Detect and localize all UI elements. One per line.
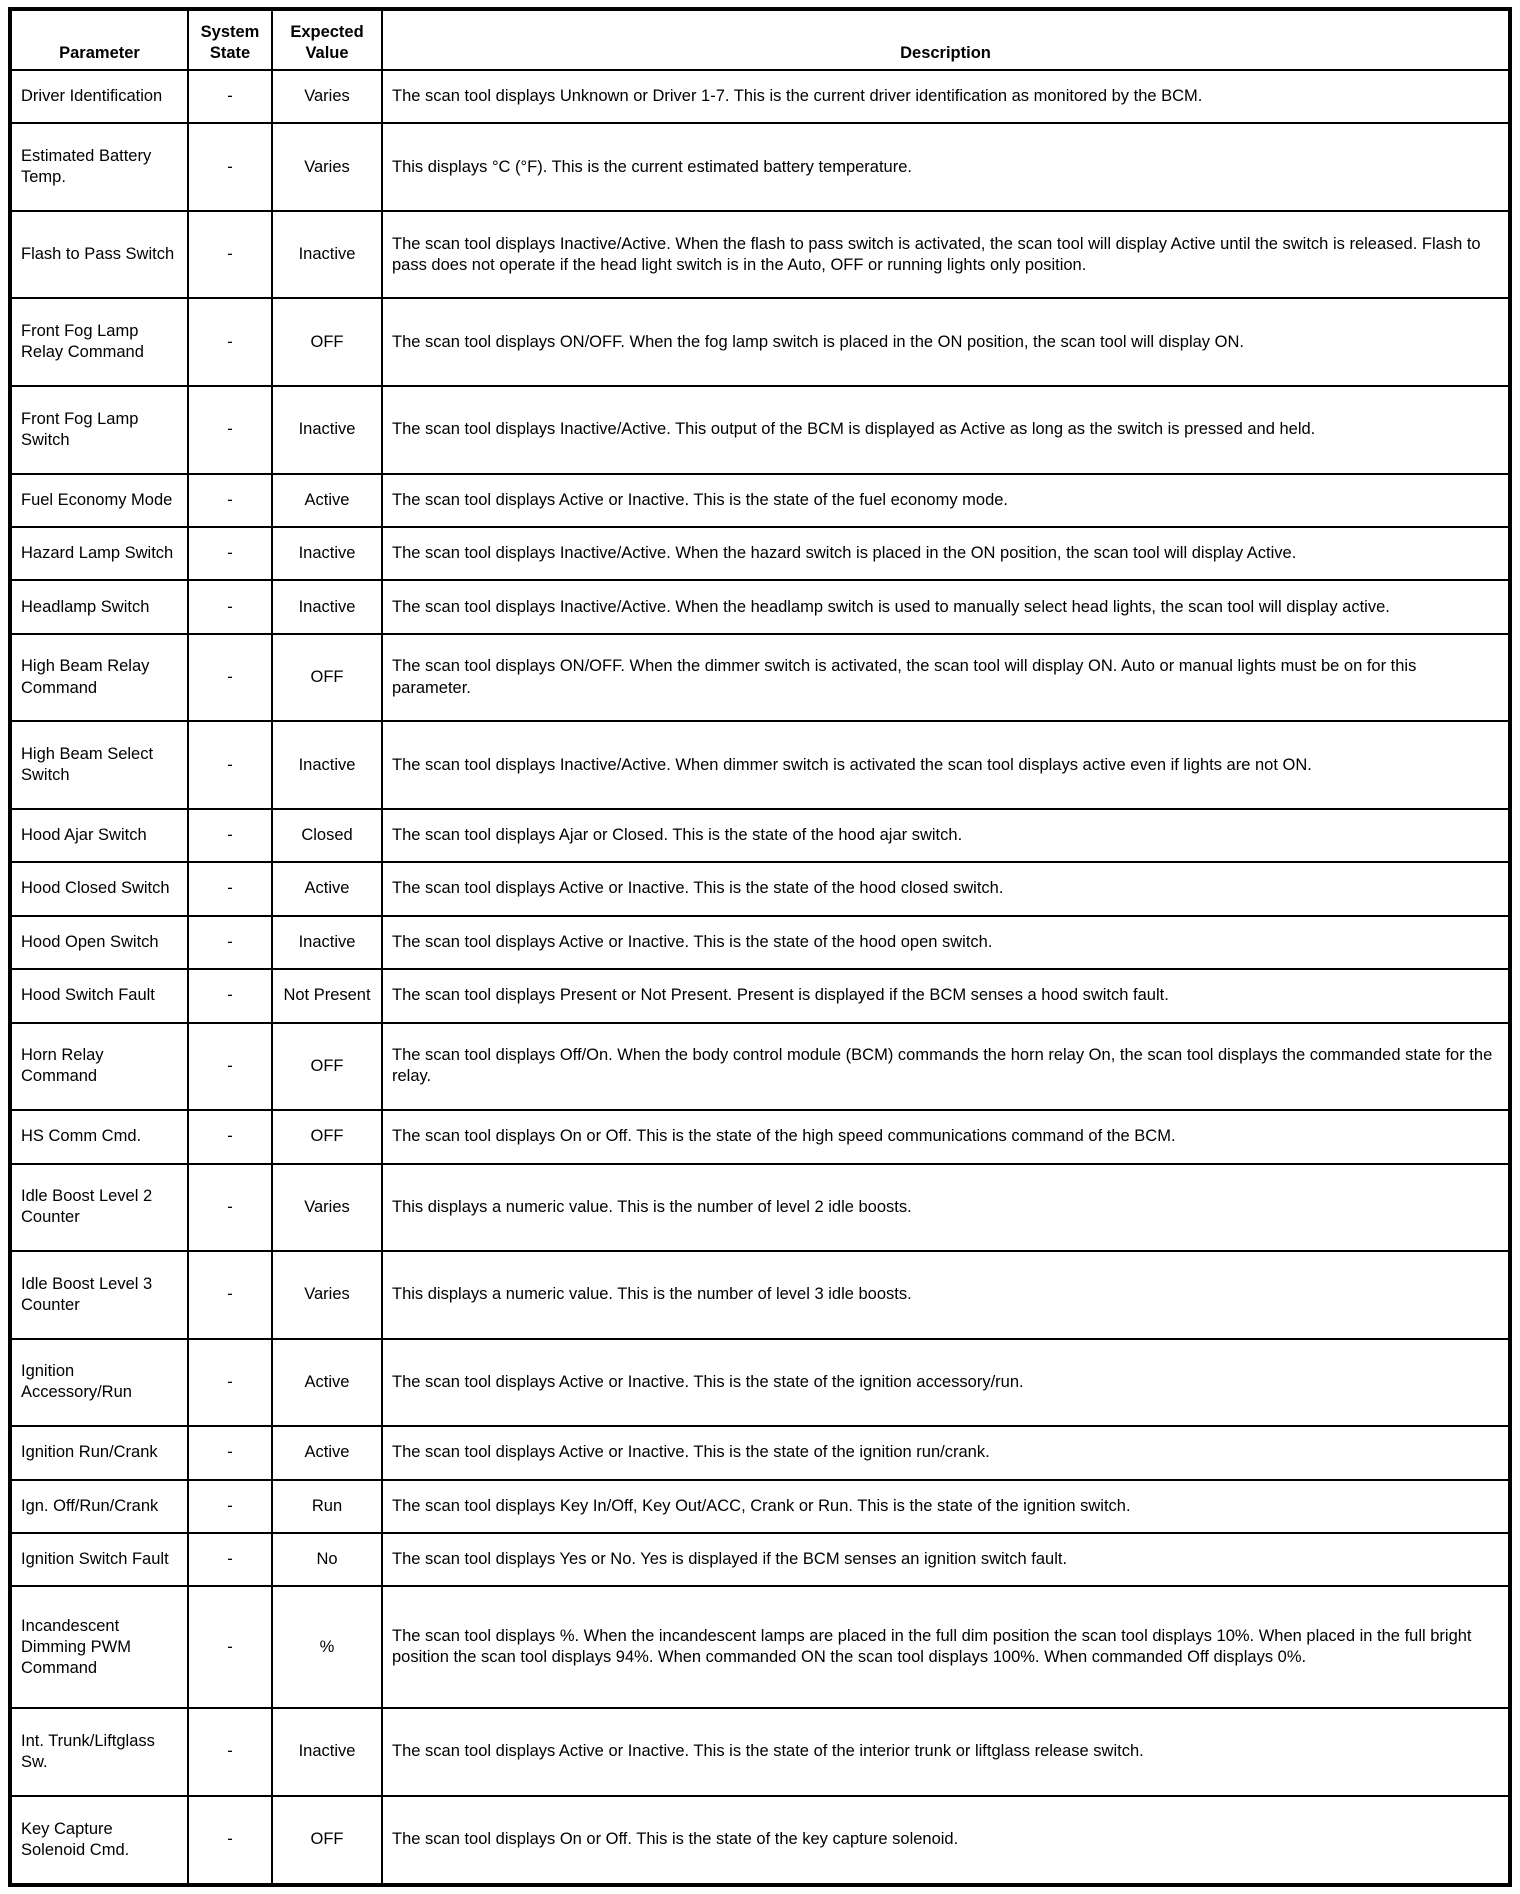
- cell-system-state: -: [188, 1533, 272, 1586]
- cell-parameter: Front Fog Lamp Switch: [10, 386, 188, 474]
- cell-description: The scan tool displays Off/On. When the body control module (BCM) commands the horn relay On, the scan tool displays the commanded state for the relay.: [382, 1023, 1510, 1111]
- cell-description: The scan tool displays Active or Inactive. This is the state of the hood open switch.: [382, 916, 1510, 969]
- header-description: Description: [382, 9, 1510, 70]
- cell-parameter: Driver Identification: [10, 70, 188, 123]
- cell-parameter: Fuel Economy Mode: [10, 474, 188, 527]
- table-row: [10, 1796, 1510, 1885]
- table-row: [10, 211, 1510, 299]
- cell-description: The scan tool displays Inactive/Active. When the hazard switch is placed in the ON position, the scan tool will display Active.: [382, 527, 1510, 580]
- header-system-state: System State: [188, 9, 272, 70]
- cell-expected-value: OFF: [272, 298, 382, 386]
- cell-system-state: -: [188, 969, 272, 1022]
- cell-parameter: Hood Closed Switch: [10, 862, 188, 915]
- cell-system-state: -: [188, 211, 272, 299]
- table-row: [10, 70, 1510, 123]
- cell-expected-value: Inactive: [272, 721, 382, 809]
- cell-expected-value: No: [272, 1533, 382, 1586]
- cell-expected-value: Closed: [272, 809, 382, 862]
- table-row: [10, 634, 1510, 722]
- table-row: [10, 386, 1510, 474]
- cell-system-state: -: [188, 721, 272, 809]
- header-parameter: Parameter: [10, 9, 188, 70]
- cell-description: The scan tool displays Yes or No. Yes is displayed if the BCM senses an ignition switch fault.: [382, 1533, 1510, 1586]
- table-row: [10, 809, 1510, 862]
- cell-system-state: -: [188, 1164, 272, 1252]
- cell-expected-value: Active: [272, 1426, 382, 1479]
- cell-system-state: -: [188, 527, 272, 580]
- cell-description: The scan tool displays Inactive/Active. This output of the BCM is displayed as Active as long as the switch is pressed and held.: [382, 386, 1510, 474]
- cell-description: The scan tool displays Inactive/Active. When dimmer switch is activated the scan tool displays active even if lights are not ON.: [382, 721, 1510, 809]
- cell-system-state: -: [188, 916, 272, 969]
- cell-system-state: -: [188, 1480, 272, 1533]
- cell-system-state: -: [188, 809, 272, 862]
- header-expected-value: Expected Value: [272, 9, 382, 70]
- cell-description: The scan tool displays Unknown or Driver 1-7. This is the current driver identification as monitored by the BCM.: [382, 70, 1510, 123]
- cell-expected-value: Inactive: [272, 211, 382, 299]
- cell-description: The scan tool displays Active or Inactive. This is the state of the ignition run/crank.: [382, 1426, 1510, 1479]
- cell-description: This displays °C (°F). This is the current estimated battery temperature.: [382, 123, 1510, 211]
- table-row: [10, 1164, 1510, 1252]
- cell-parameter: Hazard Lamp Switch: [10, 527, 188, 580]
- cell-description: The scan tool displays %. When the incandescent lamps are placed in the full dim position the scan tool displays 10%. When placed in the full bright position the scan tool displays 94%. When commanded ON the scan tool displays 100%. When commanded Off displays 0%.: [382, 1586, 1510, 1708]
- scan-tool-parameter-table: [8, 7, 1512, 1887]
- cell-expected-value: Inactive: [272, 916, 382, 969]
- cell-parameter: HS Comm Cmd.: [10, 1110, 188, 1163]
- cell-description: The scan tool displays Ajar or Closed. This is the state of the hood ajar switch.: [382, 809, 1510, 862]
- cell-description: The scan tool displays ON/OFF. When the dimmer switch is activated, the scan tool will display ON. Auto or manual lights must be on for this parameter.: [382, 634, 1510, 722]
- cell-description: The scan tool displays Active or Inactive. This is the state of the interior trunk or liftglass release switch.: [382, 1708, 1510, 1796]
- cell-expected-value: OFF: [272, 1796, 382, 1885]
- cell-system-state: -: [188, 1586, 272, 1708]
- cell-expected-value: Active: [272, 474, 382, 527]
- cell-expected-value: OFF: [272, 634, 382, 722]
- cell-description: The scan tool displays Key In/Off, Key Out/ACC, Crank or Run. This is the state of the ignition switch.: [382, 1480, 1510, 1533]
- table-row: [10, 298, 1510, 386]
- cell-expected-value: Inactive: [272, 527, 382, 580]
- cell-description: The scan tool displays ON/OFF. When the fog lamp switch is placed in the ON position, the scan tool will display ON.: [382, 298, 1510, 386]
- cell-parameter: Idle Boost Level 3 Counter: [10, 1251, 188, 1339]
- cell-parameter: Hood Ajar Switch: [10, 809, 188, 862]
- cell-system-state: -: [188, 1251, 272, 1339]
- table-row: [10, 862, 1510, 915]
- cell-system-state: -: [188, 474, 272, 527]
- cell-expected-value: Active: [272, 862, 382, 915]
- cell-parameter: Estimated Battery Temp.: [10, 123, 188, 211]
- table-body: [10, 70, 1510, 1885]
- cell-system-state: -: [188, 1708, 272, 1796]
- cell-expected-value: Inactive: [272, 1708, 382, 1796]
- cell-system-state: -: [188, 123, 272, 211]
- table-row: [10, 1426, 1510, 1479]
- cell-parameter: Ignition Run/Crank: [10, 1426, 188, 1479]
- table-row: [10, 721, 1510, 809]
- table-row: [10, 1339, 1510, 1427]
- cell-expected-value: Varies: [272, 70, 382, 123]
- table-row: [10, 123, 1510, 211]
- cell-description: The scan tool displays On or Off. This is the state of the key capture solenoid.: [382, 1796, 1510, 1885]
- cell-system-state: -: [188, 298, 272, 386]
- cell-parameter: Headlamp Switch: [10, 580, 188, 633]
- cell-description: The scan tool displays Inactive/Active. When the flash to pass switch is activated, the scan tool will display Active until the switch is released. Flash to pass does not operate if the head light switch is in the Auto, OFF or running lights only position.: [382, 211, 1510, 299]
- cell-parameter: Incandescent Dimming PWM Command: [10, 1586, 188, 1708]
- cell-parameter: High Beam Select Switch: [10, 721, 188, 809]
- cell-parameter: Flash to Pass Switch: [10, 211, 188, 299]
- cell-system-state: -: [188, 1023, 272, 1111]
- table-row: [10, 1110, 1510, 1163]
- table-row: [10, 1533, 1510, 1586]
- cell-expected-value: OFF: [272, 1110, 382, 1163]
- table-row: [10, 580, 1510, 633]
- cell-system-state: -: [188, 862, 272, 915]
- cell-expected-value: Not Present: [272, 969, 382, 1022]
- table-row: [10, 527, 1510, 580]
- cell-parameter: Horn Relay Command: [10, 1023, 188, 1111]
- cell-parameter: Ign. Off/Run/Crank: [10, 1480, 188, 1533]
- cell-description: The scan tool displays Present or Not Present. Present is displayed if the BCM senses a hood switch fault.: [382, 969, 1510, 1022]
- cell-expected-value: OFF: [272, 1023, 382, 1111]
- cell-system-state: -: [188, 1796, 272, 1885]
- cell-system-state: -: [188, 1426, 272, 1479]
- cell-parameter: Hood Open Switch: [10, 916, 188, 969]
- cell-parameter: Key Capture Solenoid Cmd.: [10, 1796, 188, 1885]
- cell-system-state: -: [188, 1339, 272, 1427]
- cell-description: The scan tool displays Active or Inactive. This is the state of the ignition accessory/run.: [382, 1339, 1510, 1427]
- cell-parameter: High Beam Relay Command: [10, 634, 188, 722]
- table-row: [10, 969, 1510, 1022]
- cell-parameter: Front Fog Lamp Relay Command: [10, 298, 188, 386]
- cell-description: The scan tool displays Active or Inactive. This is the state of the fuel economy mode.: [382, 474, 1510, 527]
- cell-description: The scan tool displays Active or Inactive. This is the state of the hood closed switch.: [382, 862, 1510, 915]
- table-row: [10, 474, 1510, 527]
- cell-parameter: Hood Switch Fault: [10, 969, 188, 1022]
- table-row: [10, 1586, 1510, 1708]
- cell-system-state: -: [188, 386, 272, 474]
- cell-description: The scan tool displays On or Off. This is the state of the high speed communications command of the BCM.: [382, 1110, 1510, 1163]
- cell-parameter: Int. Trunk/Liftglass Sw.: [10, 1708, 188, 1796]
- cell-parameter: Idle Boost Level 2 Counter: [10, 1164, 188, 1252]
- cell-description: This displays a numeric value. This is the number of level 2 idle boosts.: [382, 1164, 1510, 1252]
- table-row: [10, 1480, 1510, 1533]
- table-row: [10, 916, 1510, 969]
- cell-system-state: -: [188, 70, 272, 123]
- cell-description: This displays a numeric value. This is the number of level 3 idle boosts.: [382, 1251, 1510, 1339]
- table-row: [10, 1023, 1510, 1111]
- cell-expected-value: Run: [272, 1480, 382, 1533]
- table-header-row: [10, 9, 1510, 70]
- cell-system-state: -: [188, 634, 272, 722]
- cell-parameter: Ignition Accessory/Run: [10, 1339, 188, 1427]
- cell-expected-value: Varies: [272, 123, 382, 211]
- table-row: [10, 1251, 1510, 1339]
- cell-description: The scan tool displays Inactive/Active. When the headlamp switch is used to manually select head lights, the scan tool will display active.: [382, 580, 1510, 633]
- cell-expected-value: Inactive: [272, 386, 382, 474]
- cell-expected-value: Active: [272, 1339, 382, 1427]
- cell-system-state: -: [188, 1110, 272, 1163]
- cell-parameter: Ignition Switch Fault: [10, 1533, 188, 1586]
- cell-expected-value: Inactive: [272, 580, 382, 633]
- table-row: [10, 1708, 1510, 1796]
- cell-expected-value: Varies: [272, 1164, 382, 1252]
- cell-expected-value: Varies: [272, 1251, 382, 1339]
- cell-system-state: -: [188, 580, 272, 633]
- cell-expected-value: %: [272, 1586, 382, 1708]
